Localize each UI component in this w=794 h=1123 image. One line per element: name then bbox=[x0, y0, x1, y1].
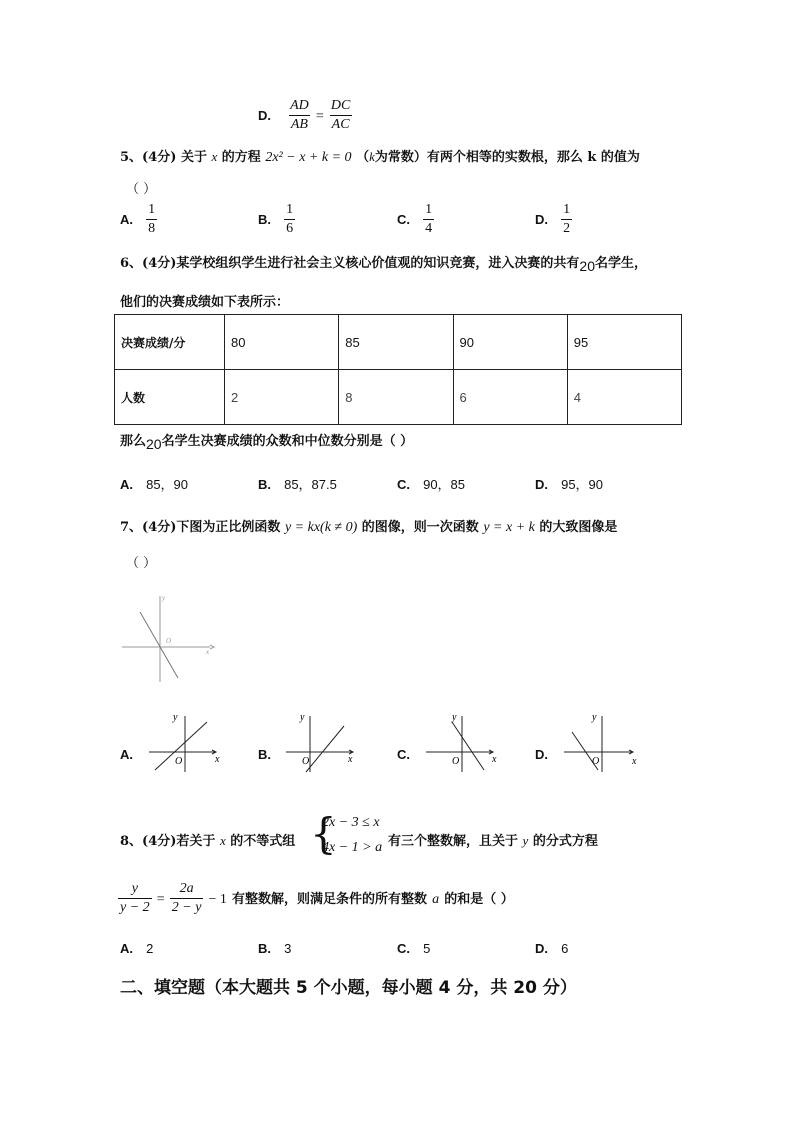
q6-stem: 6、(4分)某学校组织学生进行社会主义核心价值观的知识竞赛，进入决赛的共有20名学生， bbox=[120, 256, 648, 274]
table-cell: 95 bbox=[567, 315, 681, 370]
q7-option-d-label: D. bbox=[535, 747, 548, 762]
q7-option-a-label: A. bbox=[120, 747, 133, 762]
q7-option-b-label: B. bbox=[258, 747, 271, 762]
table-cell: 8 bbox=[339, 370, 453, 425]
fraction-y-over-y-minus-2: $\frac{y}{y - 2}$ bbox=[120, 881, 150, 915]
x-axis-label: x bbox=[348, 754, 353, 765]
table-cell: 4 bbox=[567, 370, 681, 425]
q7-option-b-graph bbox=[282, 710, 362, 775]
y-axis-label: y bbox=[173, 712, 178, 723]
table-header: 人数 bbox=[115, 370, 225, 425]
q8-option-b: B. 3 bbox=[258, 941, 292, 956]
q7-option-d-graph bbox=[560, 710, 640, 775]
graph-line bbox=[306, 726, 344, 772]
table-cell: 80 bbox=[225, 315, 339, 370]
q7-reference-graph bbox=[118, 590, 218, 686]
q4-option-d: D. $\frac{AD}{AB}$ = $\frac{DC}{AC}$ bbox=[258, 98, 351, 132]
q8-stem-b: 有三个整数解，且关于 y 的分式方程 bbox=[388, 833, 598, 849]
q5-option-d: D. $\frac{1}{2}$ bbox=[535, 202, 571, 236]
y-axis-label: y bbox=[592, 712, 597, 723]
origin-label: O bbox=[302, 756, 310, 767]
inequality-2: 4x − 1 > a bbox=[322, 840, 383, 855]
origin-label: O bbox=[452, 756, 460, 767]
q7-paren: （ ） bbox=[126, 556, 157, 571]
y-axis-label: y bbox=[300, 712, 305, 723]
x-axis-label: x bbox=[206, 648, 210, 656]
q6-option-c: C. 90，85 bbox=[397, 477, 466, 492]
q8-equation: $\frac{y}{y - 2}$ = $\frac{2a}{2 - y}$ − 1 有整数解，则满足条件的所有整数 a 的和是（ ） bbox=[120, 881, 514, 915]
inequality-1: 2x − 3 ≤ x bbox=[322, 815, 380, 830]
q7-option-c-label: C. bbox=[397, 747, 410, 762]
table-row bbox=[115, 315, 682, 370]
q6-option-d: D. 95，90 bbox=[535, 477, 604, 492]
table-row bbox=[115, 370, 682, 425]
table-cell: 6 bbox=[453, 370, 567, 425]
q6-question: 那么20名学生决赛成绩的众数和中位数分别是（ ） bbox=[120, 434, 414, 452]
q7-option-c-graph bbox=[422, 710, 502, 775]
origin-label: O bbox=[592, 756, 600, 767]
q8-option-a: A. 2 bbox=[120, 941, 154, 956]
x-axis-label: x bbox=[632, 756, 637, 767]
q8-stem-a: 8、(4分)若关于 x 的不等式组 bbox=[120, 833, 296, 849]
x-axis-label: x bbox=[492, 754, 497, 765]
option-label: D. bbox=[258, 108, 271, 123]
q5-paren: （ ） bbox=[126, 182, 157, 197]
fraction-dc-ac: $\frac{DC}{AC}$ bbox=[330, 98, 351, 132]
fraction-2a-over-2-minus-y: $\frac{2a}{2 - y}$ bbox=[171, 881, 202, 915]
x-axis-arrow bbox=[210, 645, 214, 649]
origin-label: O bbox=[175, 756, 183, 767]
x-axis-label: x bbox=[215, 754, 220, 765]
table-cell: 90 bbox=[453, 315, 567, 370]
q5-option-c: C. $\frac{1}{4}$ bbox=[397, 202, 433, 236]
q8-option-c: C. 5 bbox=[397, 941, 431, 956]
origin-label: O bbox=[166, 637, 172, 645]
table-cell: 2 bbox=[225, 370, 339, 425]
table-header: 决赛成绩/分 bbox=[115, 315, 225, 370]
q6-stem-line2: 他们的决赛成绩如下表所示： bbox=[120, 295, 290, 310]
q5-option-a: A. $\frac{1}{8}$ bbox=[120, 202, 156, 236]
section-title: 二、填空题（本大题共 5 个小题，每小题 4 分，共 20 分） bbox=[120, 978, 577, 998]
q7-option-a-graph bbox=[145, 710, 225, 775]
inequality-brace: { bbox=[310, 809, 337, 858]
q8-option-d: D. 6 bbox=[535, 941, 569, 956]
q6-option-a: A. 85，90 bbox=[120, 477, 189, 492]
q5-option-b: B. $\frac{1}{6}$ bbox=[258, 202, 294, 236]
table-cell: 85 bbox=[339, 315, 453, 370]
line-y-kx bbox=[140, 612, 178, 678]
y-axis-label: y bbox=[452, 712, 457, 723]
fraction-ad-ab: $\frac{AD}{AB}$ bbox=[290, 98, 309, 132]
q7-stem: 7、(4分)下图为正比例函数 y = kx(k ≠ 0) 的图像，则一次函数 y = x + k 的大致图像是 bbox=[120, 520, 618, 535]
y-axis-label: y bbox=[162, 594, 166, 602]
score-table bbox=[114, 314, 682, 425]
q5-stem: 5、(4分) 关于 x 的方程 2x² − x + k = 0 （k为常数）有两个相等的实数根，那么 k 的值为 bbox=[120, 149, 640, 165]
q6-option-b: B. 85，87.5 bbox=[258, 477, 337, 492]
